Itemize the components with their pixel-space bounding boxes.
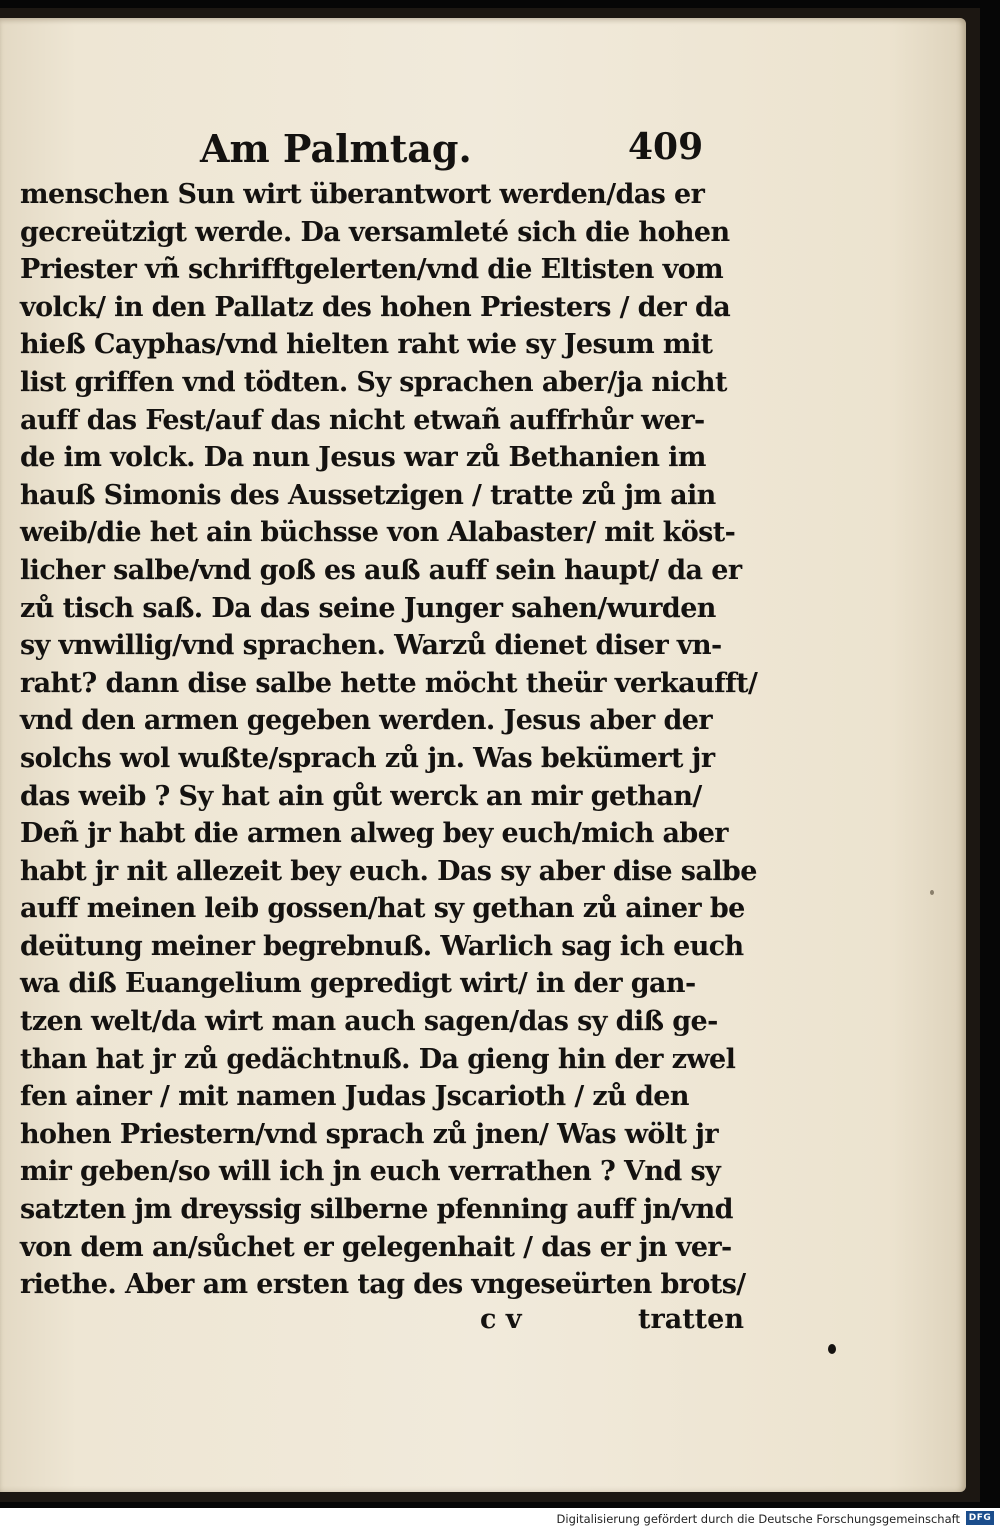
text-line: zů tisch saß. Da das seine Junger sahen/wurden bbox=[20, 592, 716, 624]
paper-speck bbox=[930, 890, 934, 895]
text-line: auff meinen leib gossen/hat sy gethan zů ainer be bbox=[20, 893, 745, 925]
running-title: Am Palmtag. bbox=[200, 126, 472, 171]
text-line: tzen welt/da wirt man auch sagen/das sy diß ge- bbox=[20, 1006, 718, 1038]
funding-note: Digitalisierung gefördert durch die Deutsche Forschungsgemeinschaft bbox=[556, 1512, 960, 1526]
text-line: Deñ jr habt die armen alweg bey euch/mich aber bbox=[20, 818, 728, 850]
text-line: volck/ in den Pallatz des hohen Priesters / der da bbox=[20, 291, 731, 323]
text-line: riethe. Aber am ersten tag des vngeseürten brots/ bbox=[20, 1269, 746, 1301]
text-line: list griffen vnd tödten. Sy sprachen aber/ja nicht bbox=[20, 366, 727, 398]
text-line: hieß Cayphas/vnd hielten raht wie sy Jesum mit bbox=[20, 329, 713, 361]
book-page bbox=[0, 18, 966, 1492]
text-line: deütung meiner begrebnuß. Warlich sag ich euch bbox=[20, 930, 744, 962]
text-line: menschen Sun wirt überantwort werden/das er bbox=[20, 179, 705, 210]
footer-strip bbox=[0, 1508, 1000, 1530]
text-line: satzten jm dreyssig silberne pfenning auff jn/vnd bbox=[20, 1194, 733, 1226]
catchword: tratten bbox=[638, 1303, 744, 1335]
text-line: das weib ? Sy hat ain gůt werck an mir gethan/ bbox=[20, 780, 702, 812]
text-line: Priester vñ schrifftgelerten/vnd die Eltisten vom bbox=[20, 254, 724, 286]
text-line: licher salbe/vnd goß es auß auff sein haupt/ da er bbox=[20, 554, 742, 586]
folio-number: 409 bbox=[628, 126, 704, 168]
text-line: raht? dann dise salbe hette möcht theür verkaufft/ bbox=[20, 667, 758, 699]
ink-dot bbox=[828, 1344, 836, 1354]
text-line: hauß Simonis des Aussetzigen / tratte zů jm ain bbox=[20, 479, 716, 511]
text-line: mir geben/so will ich jn euch verrathen ? Vnd sy bbox=[20, 1156, 721, 1188]
catchline bbox=[20, 1304, 750, 1344]
text-line: gecreützigt werde. Da versamleté sich die hohen bbox=[20, 216, 730, 248]
text-line: solchs wol wußte/sprach zů jn. Was bekümert jr bbox=[20, 742, 715, 774]
text-line: hohen Priestern/vnd sprach zů jnen/ Was wölt jr bbox=[20, 1118, 718, 1150]
text-line: habt jr nit allezeit bey euch. Das sy aber dise salbe bbox=[20, 855, 757, 887]
running-head bbox=[20, 126, 750, 176]
signature-mark: c v bbox=[480, 1303, 522, 1335]
text-line: fen ainer / mit namen Judas Jscarioth / zů den bbox=[20, 1081, 689, 1113]
text-line: auff das Fest/auf das nicht etwañ auffrhůr wer- bbox=[20, 404, 705, 436]
text-line: weib/die het ain büchsse von Alabaster/ mit köst- bbox=[20, 517, 736, 549]
dfg-logo: DFG bbox=[966, 1511, 994, 1525]
text-line: de im volck. Da nun Jesus war zů Bethanien im bbox=[20, 442, 706, 474]
text-line: wa diß Euangelium gepredigt wirt/ in der gan- bbox=[20, 968, 696, 1000]
page-text-block bbox=[20, 126, 758, 1344]
text-line: than hat jr zů gedächtnuß. Da gieng hin der zwel bbox=[20, 1043, 736, 1075]
text-line: von dem an/sůchet er gelegenhait / das er jn ver- bbox=[20, 1231, 732, 1263]
text-line: sy vnwillig/vnd sprachen. Warzů dienet diser vn- bbox=[20, 630, 722, 662]
text-line: vnd den armen gegeben werden. Jesus aber der bbox=[20, 705, 712, 737]
